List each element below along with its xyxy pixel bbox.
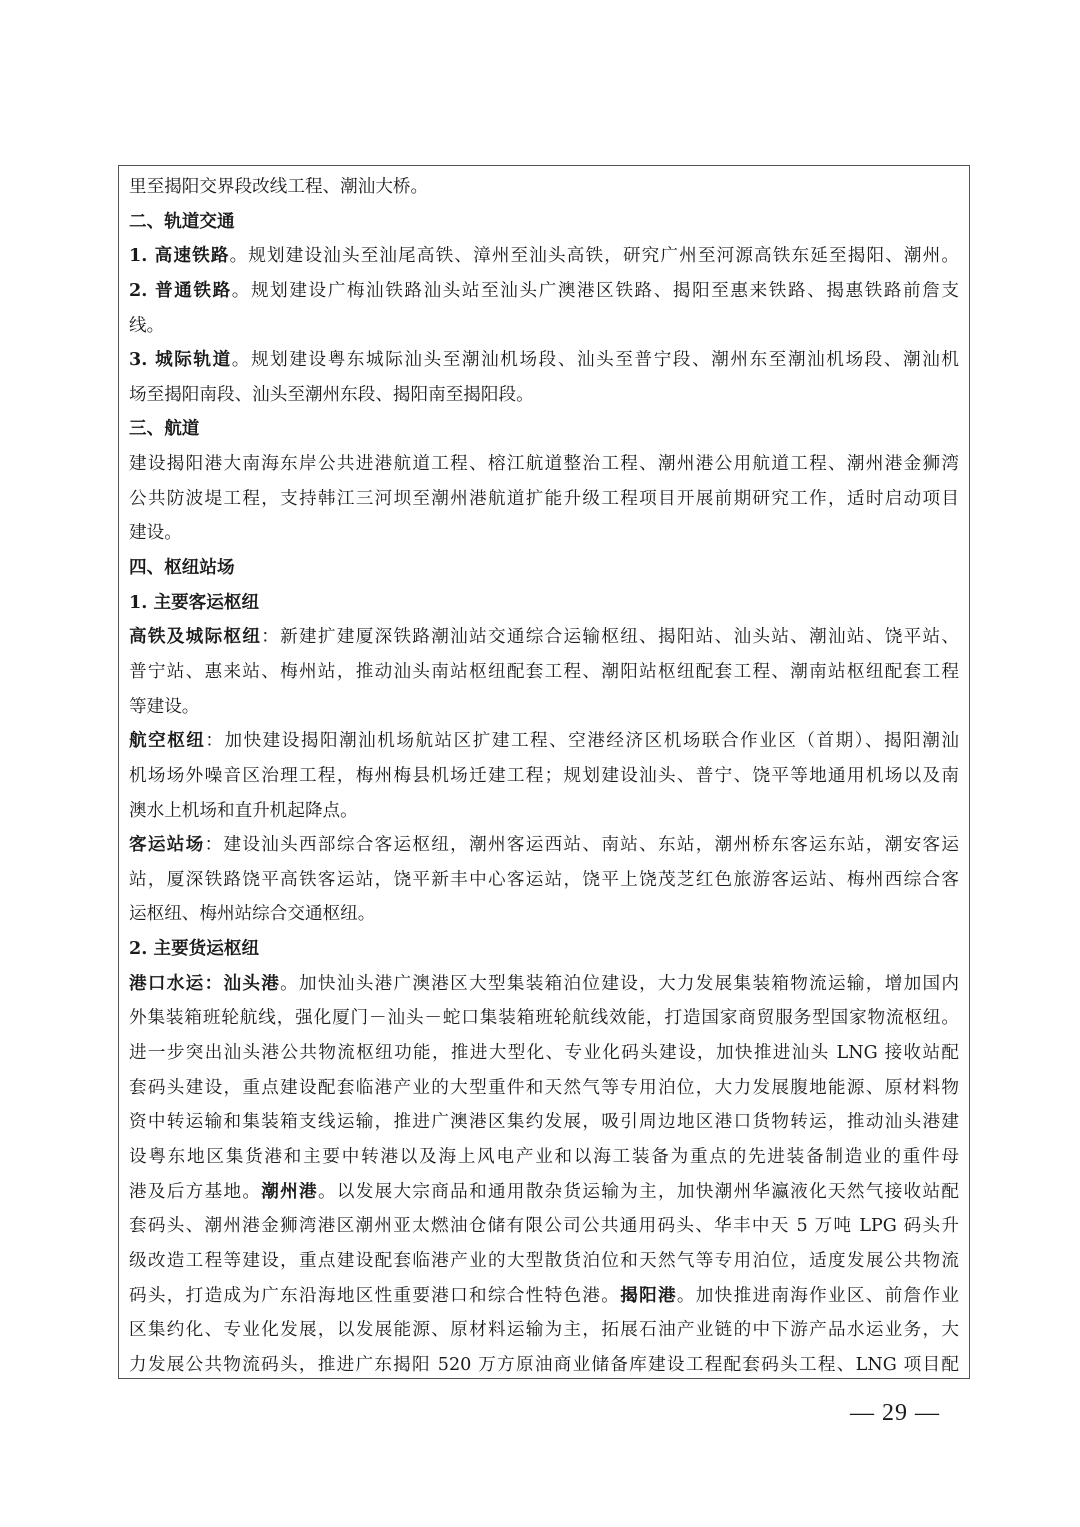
text-line bbox=[129, 205, 959, 240]
bold-heading-text: 2. 主要货运枢纽 bbox=[129, 938, 260, 960]
bold-heading-text: 1. 主要客运枢纽 bbox=[129, 591, 260, 613]
text-line bbox=[129, 967, 959, 1002]
body-text: 资中转运输和集装箱支线运输，推进广澳港区集约发展，吸引周边地区港口货物转运，推动汕头港建 bbox=[129, 1112, 959, 1133]
bold-heading-text: 三、航道 bbox=[129, 418, 200, 440]
bold-heading-text: 高铁及城际枢纽 bbox=[129, 626, 262, 648]
text-line bbox=[129, 1036, 959, 1071]
body-text: 公共防波堤工程，支持韩江三河坝至潮州港航道扩能升级工程项目开展前期研究工作，适时启动项目 bbox=[129, 488, 959, 509]
content-frame bbox=[118, 165, 970, 1379]
text-line bbox=[129, 239, 959, 274]
text-line bbox=[129, 932, 959, 967]
text-line bbox=[129, 724, 959, 759]
text-line bbox=[129, 551, 959, 586]
body-text: 里至揭阳交界段改线工程、潮汕大桥。 bbox=[129, 177, 429, 197]
bold-heading-text: 揭阳港 bbox=[620, 1284, 677, 1306]
bold-heading-text: 二、轨道交通 bbox=[129, 210, 235, 232]
body-text: 机场场外噪音区治理工程，梅州梅县机场迁建工程；规划建设汕头、普宁、饶平等地通用机场以及南 bbox=[129, 765, 959, 786]
text-line bbox=[129, 378, 959, 413]
body-text: 。规划建设粤东城际汕头至潮汕机场段、汕头至普宁段、潮州东至潮汕机场段、潮汕机 bbox=[231, 350, 959, 371]
text-line bbox=[129, 1348, 959, 1383]
body-text: 站，厦深铁路饶平高铁客运站，饶平新丰中心客运站，饶平上饶茂芝红色旅游客运站、梅州西综合客 bbox=[129, 869, 959, 890]
bold-heading-text: 潮州港 bbox=[261, 1180, 318, 1202]
body-text: 建设揭阳港大南海东岸公共进港航道工程、榕江航道整治工程、潮州港公用航道工程、潮州港金狮湾 bbox=[129, 454, 959, 475]
body-text: 。加快汕头港广澳港区大型集装箱泊位建设，大力发展集装箱物流运输，增加国内 bbox=[280, 973, 959, 994]
body-text: 级改造工程等建设，重点建设配套临港产业的大型散货泊位和天然气等专用泊位，适度发展公共物流 bbox=[129, 1250, 959, 1271]
body-text: 设粤东地区集货港和主要中转港以及海上风电产业和以海工装备为重点的先进装备制造业的重件母 bbox=[129, 1146, 959, 1167]
body-text: ：新建扩建厦深铁路潮汕站交通综合运输枢纽、揭阳站、汕头站、潮汕站、饶平站、 bbox=[261, 627, 959, 648]
body-text: ：建设汕头西部综合客运枢纽，潮州客运西站、南站、东站，潮州桥东客运东站，潮安客运 bbox=[204, 835, 959, 856]
body-text: 进一步突出汕头港公共物流枢纽功能，推进大型化、专业化码头建设，加快推进汕头 LNG 接收站配 bbox=[129, 1043, 959, 1064]
body-text: 套码头、潮州港金狮湾港区潮州亚太燃油仓储有限公司公共通用码头、华丰中天 5 万吨 LPG 码头升 bbox=[129, 1216, 959, 1237]
text-line bbox=[129, 447, 959, 482]
text-line bbox=[129, 309, 959, 344]
body-text: 普宁站、惠来站、梅州站，推动汕头南站枢纽配套工程、潮阳站枢纽配套工程、潮南站枢纽配套工程 bbox=[129, 661, 959, 682]
text-line bbox=[129, 655, 959, 690]
bold-heading-text: 四、枢纽站场 bbox=[129, 557, 235, 579]
text-line bbox=[129, 1175, 959, 1210]
text-line bbox=[129, 1140, 959, 1175]
bold-heading-text: 航空枢纽 bbox=[129, 730, 206, 752]
text-line bbox=[129, 516, 959, 551]
text-line bbox=[129, 412, 959, 447]
text-line bbox=[129, 1279, 959, 1314]
text-line bbox=[129, 1071, 959, 1106]
body-text: ：加快建设揭阳潮汕机场航站区扩建工程、空港经济区机场联合作业区（首期）、揭阳潮汕 bbox=[205, 731, 959, 752]
page-number: — 29 — bbox=[850, 1400, 940, 1426]
body-text: 港及后方基地。 bbox=[129, 1181, 262, 1202]
text-line bbox=[129, 759, 959, 794]
text-line bbox=[129, 1244, 959, 1279]
body-text: 。规划建设广梅汕铁路汕头站至汕头广澳港区铁路、揭阳至惠来铁路、揭惠铁路前詹支 bbox=[231, 280, 959, 301]
text-line bbox=[129, 586, 959, 621]
bold-heading-text: 2. 普通铁路 bbox=[129, 279, 232, 301]
body-text: 等建设。 bbox=[129, 696, 200, 717]
body-text: 码头，打造成为广东沿海地区性重要港口和综合性特色港。 bbox=[129, 1285, 621, 1306]
text-line bbox=[129, 482, 959, 517]
body-text: 运枢纽、梅州站综合交通枢纽。 bbox=[129, 904, 376, 925]
body-text: 澳水上机场和直升机起降点。 bbox=[129, 800, 358, 821]
text-line bbox=[129, 690, 959, 725]
bold-heading-text: 客运站场 bbox=[129, 834, 205, 856]
text-line bbox=[129, 274, 959, 309]
text-line bbox=[129, 794, 959, 829]
body-text: 外集装箱班轮航线，强化厦门－汕头－蛇口集装箱班轮航线效能，打造国家商贸服务型国家物流枢纽。 bbox=[129, 1008, 959, 1029]
bold-heading-text: 港口水运：汕头港 bbox=[129, 972, 281, 994]
text-line bbox=[129, 1313, 959, 1348]
body-text: 场至揭阳南段、汕头至潮州东段、揭阳南至揭阳段。 bbox=[129, 384, 534, 405]
text-line bbox=[129, 828, 959, 863]
body-text: 。加快推进南海作业区、前詹作业 bbox=[676, 1285, 959, 1306]
text-line bbox=[129, 1105, 959, 1140]
bold-heading-text: 3. 城际轨道 bbox=[129, 349, 232, 371]
text-line bbox=[129, 1001, 959, 1036]
text-line bbox=[129, 863, 959, 898]
body-text: 线。 bbox=[129, 315, 165, 336]
body-text: 套码头建设，重点建设配套临港产业的大型重件和天然气等专用泊位，大力发展腹地能源、原材料物 bbox=[129, 1077, 959, 1098]
body-text: 。规划建设汕头至汕尾高铁、漳州至汕头高铁，研究广州至河源高铁东延至揭阳、潮州。 bbox=[229, 246, 959, 267]
text-line bbox=[129, 343, 959, 378]
text-line bbox=[129, 1209, 959, 1244]
body-text: 。以发展大宗商品和通用散杂货运输为主，加快潮州华瀛液化天然气接收站配 bbox=[317, 1181, 959, 1202]
body-text: 建设。 bbox=[129, 523, 182, 544]
body-text: 力发展公共物流码头，推进广东揭阳 520 万方原油商业储备库建设工程配套码头工程、LNG 项目配 bbox=[129, 1354, 959, 1375]
bold-heading-text: 1. 高速铁路 bbox=[129, 245, 230, 267]
text-line bbox=[129, 170, 959, 205]
text-line bbox=[129, 897, 959, 932]
text-line bbox=[129, 620, 959, 655]
body-text: 区集约化、专业化发展，以发展能源、原材料运输为主，拓展石油产业链的中下游产品水运业务，大 bbox=[129, 1320, 959, 1341]
